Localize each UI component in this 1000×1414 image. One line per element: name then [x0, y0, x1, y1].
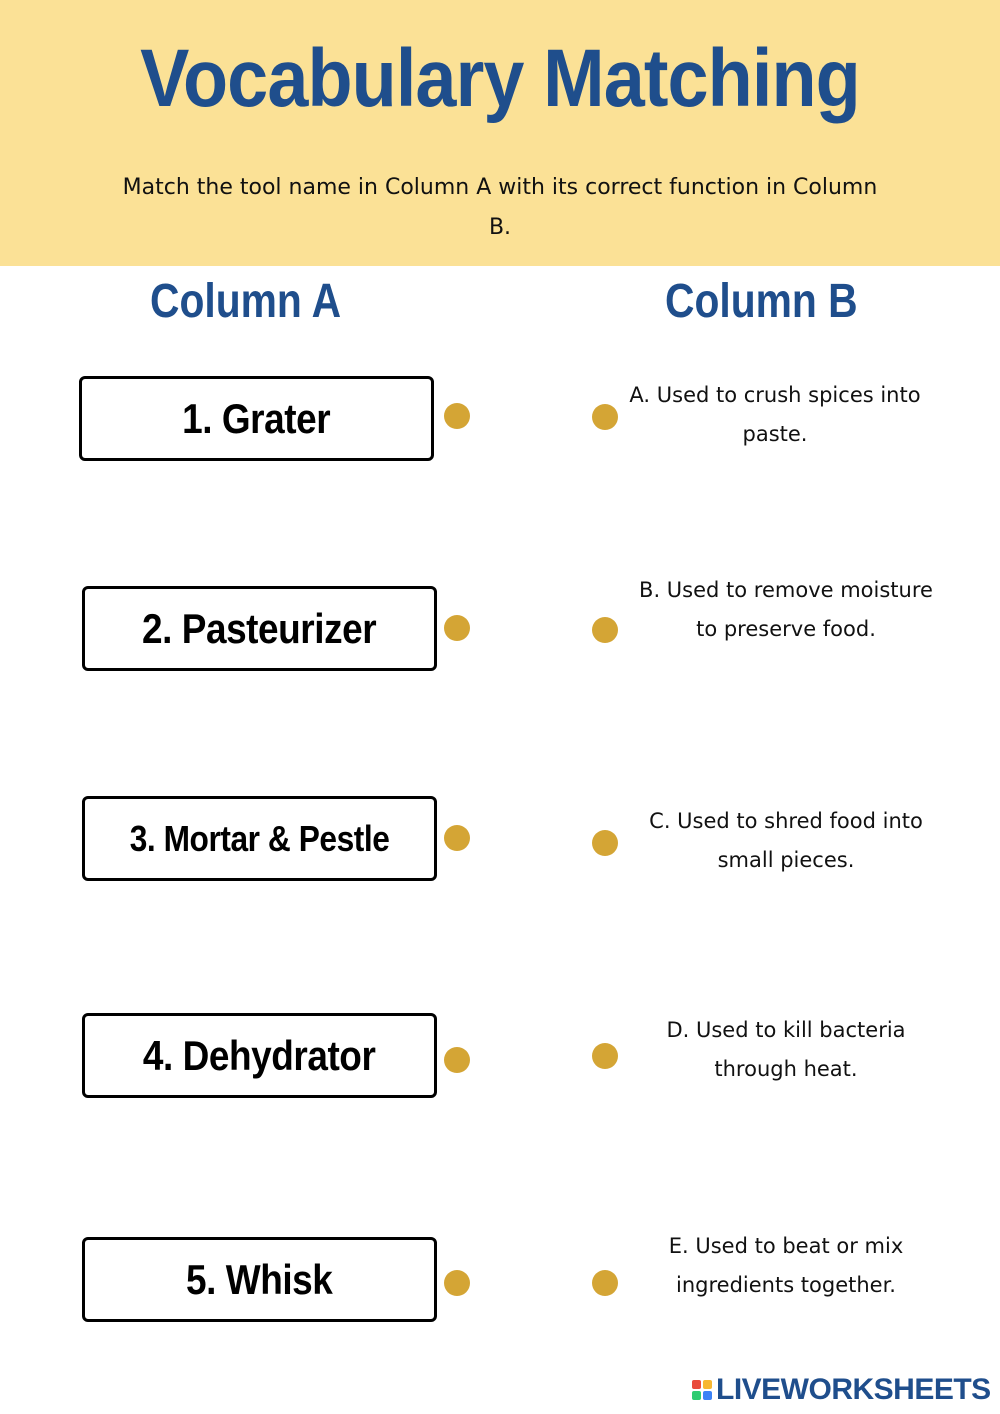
match-dot-b-1[interactable] [592, 404, 618, 430]
column-b-heading: Column B [665, 275, 858, 328]
liveworksheets-logo-icon [692, 1380, 712, 1400]
instructions-text: Match the tool name in Column A with its correct function in Column B. [122, 175, 878, 240]
logo-square [692, 1380, 701, 1389]
column-a-heading: Column A [150, 275, 342, 328]
logo-square [703, 1391, 712, 1400]
header-banner [0, 0, 1000, 266]
function-text-e: E. Used to beat or mix ingredients together. [668, 1234, 904, 1297]
match-dot-b-3[interactable] [592, 830, 618, 856]
match-dot-a-4[interactable] [444, 1047, 470, 1073]
match-dot-a-3[interactable] [444, 825, 470, 851]
match-dot-a-2[interactable] [444, 615, 470, 641]
tool-label: 1. Grater [182, 394, 331, 442]
tool-box-1 [79, 376, 434, 461]
tool-label: 3. Mortar & Pestle [129, 817, 390, 859]
tool-box-5 [82, 1237, 437, 1322]
page-title: Vocabulary Matching [140, 33, 860, 124]
function-text-b: B. Used to remove moisture to preserve food. [639, 578, 933, 641]
tool-box-2 [82, 586, 437, 671]
match-dot-b-5[interactable] [592, 1270, 618, 1296]
tool-box-3 [82, 796, 437, 881]
logo-text: LIVEWORKSHEETS [716, 1373, 991, 1406]
match-dot-a-5[interactable] [444, 1270, 470, 1296]
tool-label: 5. Whisk [186, 1255, 333, 1303]
tool-label: 4. Dehydrator [143, 1031, 376, 1079]
tool-box-4 [82, 1013, 437, 1098]
tool-label: 2. Pasteurizer [142, 604, 377, 652]
liveworksheets-logo [692, 1372, 991, 1408]
match-dot-b-2[interactable] [592, 617, 618, 643]
match-dot-a-1[interactable] [444, 403, 470, 429]
function-text-a: A. Used to crush spices into paste. [629, 383, 921, 446]
logo-square [703, 1380, 712, 1389]
logo-square [692, 1391, 701, 1400]
function-text-c: C. Used to shred food into small pieces. [649, 809, 923, 872]
function-text-d: D. Used to kill bacteria through heat. [666, 1018, 906, 1081]
match-dot-b-4[interactable] [592, 1043, 618, 1069]
